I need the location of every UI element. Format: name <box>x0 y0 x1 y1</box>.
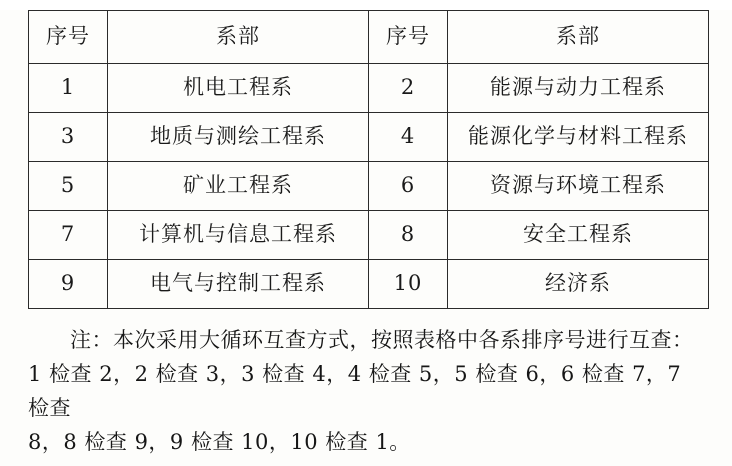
note-line-3: 8，8 检查 9，9 检查 10，10 检查 1。 <box>28 430 411 455</box>
row-index-left: 9 <box>29 260 108 309</box>
table-row <box>29 64 709 113</box>
table-header-row <box>29 11 709 64</box>
row-department-left: 地质与测绘工程系 <box>108 113 369 162</box>
table-header-cell-index-left: 序号 <box>29 11 108 64</box>
table-row <box>29 113 709 162</box>
row-department-right: 能源与动力工程系 <box>448 64 709 113</box>
row-index-right: 8 <box>369 211 448 260</box>
row-department-right: 能源化学与材料工程系 <box>448 113 709 162</box>
table-header-cell-department-right: 系部 <box>448 11 709 64</box>
table-header-cell-index-right: 序号 <box>369 11 448 64</box>
department-table <box>28 10 709 309</box>
note-block <box>28 323 708 459</box>
row-index-right: 4 <box>369 113 448 162</box>
row-department-left: 矿业工程系 <box>108 162 369 211</box>
note-line-2: 1 检查 2，2 检查 3，3 检查 4，4 检查 5，5 检查 6，6 检查 7，7 检查 <box>28 362 689 421</box>
document-page <box>0 10 732 466</box>
row-department-left: 计算机与信息工程系 <box>108 211 369 260</box>
row-index-left: 1 <box>29 64 108 113</box>
table-row <box>29 260 709 309</box>
row-index-right: 6 <box>369 162 448 211</box>
row-department-left: 电气与控制工程系 <box>108 260 369 309</box>
note-line-1: 注：本次采用大循环互查方式，按照表格中各系排序号进行互查： <box>70 328 694 352</box>
row-department-right: 经济系 <box>448 260 709 309</box>
table-row <box>29 162 709 211</box>
row-department-right: 安全工程系 <box>448 211 709 260</box>
row-department-right: 资源与环境工程系 <box>448 162 709 211</box>
row-index-right: 10 <box>369 260 448 309</box>
table-row <box>29 211 709 260</box>
row-department-left: 机电工程系 <box>108 64 369 113</box>
row-index-right: 2 <box>369 64 448 113</box>
row-index-left: 5 <box>29 162 108 211</box>
table-header-cell-department-left: 系部 <box>108 11 369 64</box>
table-body <box>29 11 709 309</box>
row-index-left: 7 <box>29 211 108 260</box>
row-index-left: 3 <box>29 113 108 162</box>
